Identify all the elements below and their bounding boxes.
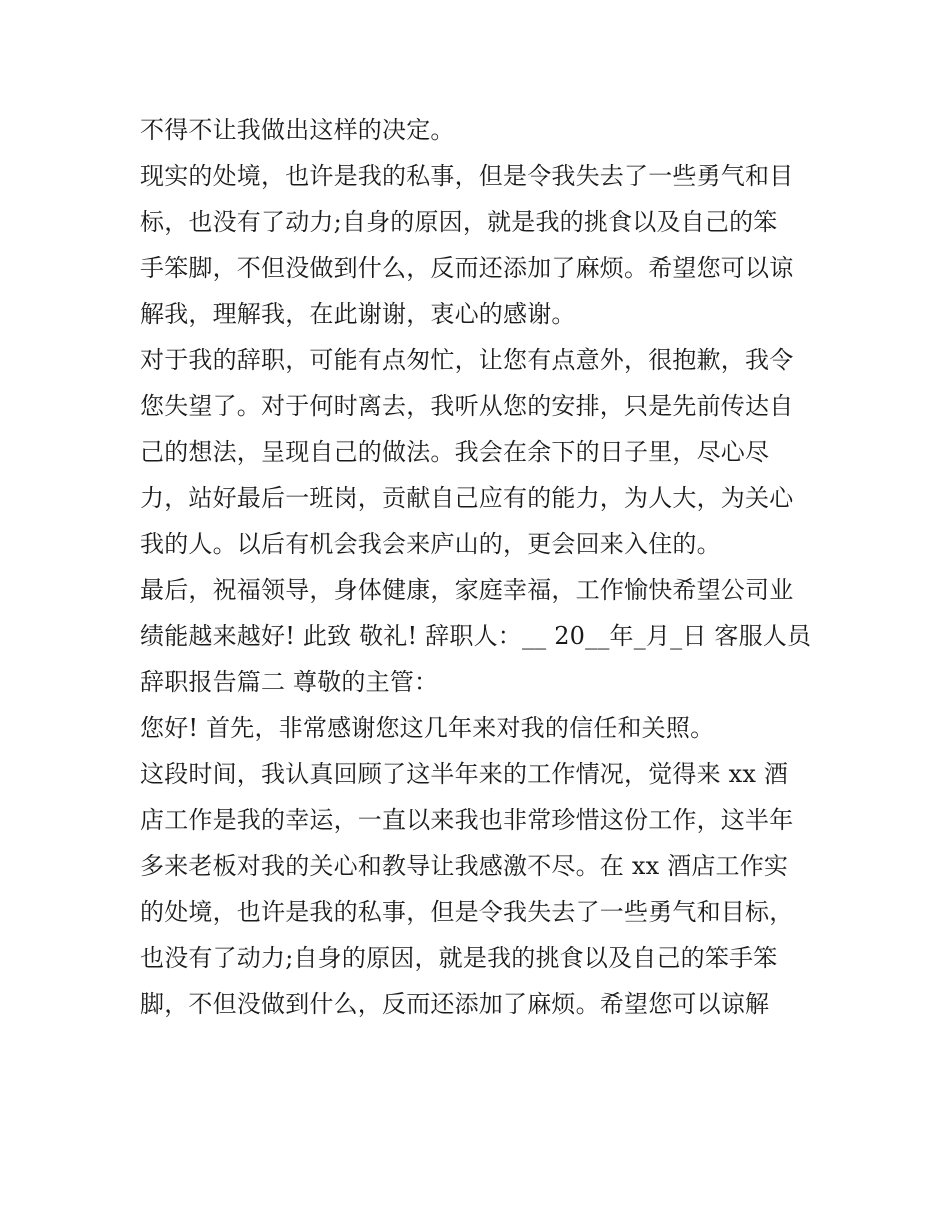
text-line: 己的想法，呈现自己的做法。我会在余下的日子里，尽心尽: [140, 438, 770, 466]
text-line: 力，站好最后一班岗，贡献自己应有的能力，为人大，为关心: [140, 484, 794, 512]
text-line: 这段时间，我认真回顾了这半年来的工作情况，觉得来 xx 酒: [140, 760, 789, 788]
text-line: 的处境，也许是我的私事，但是令我失去了一些勇气和目标，: [140, 898, 794, 926]
text-line: 手笨脚，不但没做到什么，反而还添加了麻烦。希望您可以谅: [140, 254, 794, 282]
text-line: 对于我的辞职，可能有点匆忙，让您有点意外，很抱歉，我令: [140, 346, 794, 374]
text-line: 解我，理解我，在此谢谢，衷心的感谢。: [140, 300, 576, 328]
text-line: 绩能越来越好! 此致 敬礼! 辞职人：__ 20__年_月_日 客服人员: [140, 622, 812, 650]
text-line: 您失望了。对于何时离去，我听从您的安排，只是先前传达自: [140, 392, 794, 420]
document-body: [140, 111, 820, 1031]
text-line: 最后，祝福领导，身体健康，家庭幸福，工作愉快希望公司业: [140, 576, 794, 604]
text-line: 多来老板对我的关心和教导让我感激不尽。在 xx 酒店工作实: [140, 852, 789, 880]
text-line: 标，也没有了动力;自身的原因，就是我的挑食以及自己的笨: [140, 208, 778, 236]
text-line: 也没有了动力;自身的原因，就是我的挑食以及自己的笨手笨: [140, 944, 778, 972]
text-line: 辞职报告篇二 尊敬的主管：: [140, 668, 439, 696]
text-line: 您好! 首先，非常感谢您这几年来对我的信任和关照。: [140, 714, 715, 742]
text-line: 我的人。以后有机会我会来庐山的，更会回来入住的。: [140, 530, 721, 558]
text-line: 不得不让我做出这样的决定。: [140, 116, 455, 144]
text-line: 店工作是我的幸运，一直以来我也非常珍惜这份工作，这半年: [140, 806, 794, 834]
text-line: 脚，不但没做到什么，反而还添加了麻烦。希望您可以谅解: [140, 990, 770, 1018]
text-line: 现实的处境，也许是我的私事，但是令我失去了一些勇气和目: [140, 162, 794, 190]
